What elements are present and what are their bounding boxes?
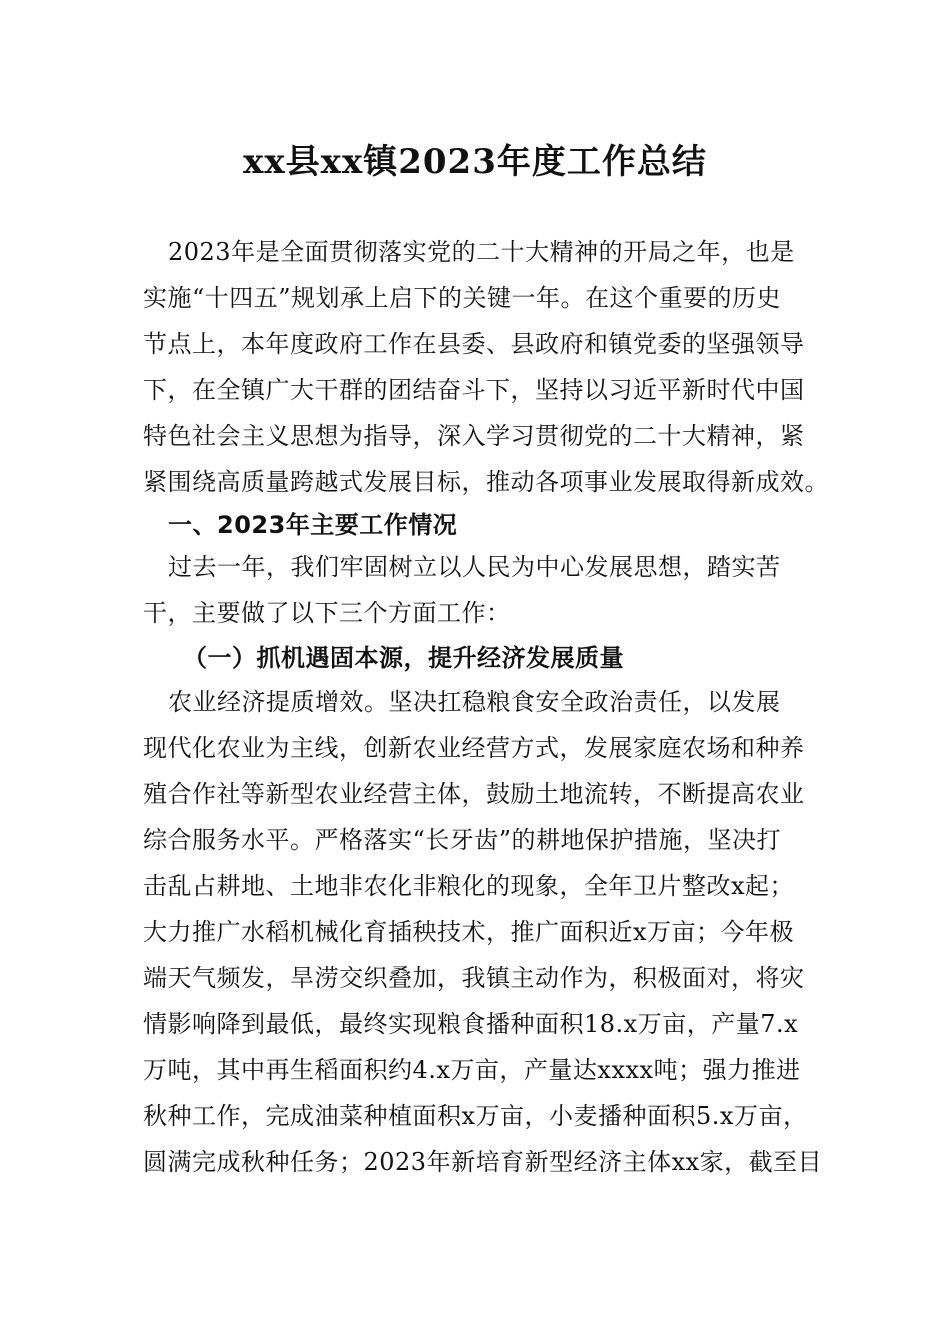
paragraph-line: 干，主要做了以下三个方面工作：	[143, 599, 511, 627]
paragraph-line: 过去一年，我们牢固树立以人民为中心发展思想，踏实苦	[168, 553, 781, 581]
paragraph-line: 殖合作社等新型农业经营主体，鼓励土地流转，不断提高农业	[143, 780, 805, 808]
paragraph-line: 2023年是全面贯彻落实党的二十大精神的开局之年，也是	[168, 238, 795, 266]
paragraph-line: 现代化农业为主线，创新农业经营方式，发展家庭农场和种养	[143, 734, 805, 762]
subsection-heading: （一）抓机遇固本源，提升经济发展质量	[183, 643, 624, 672]
section-heading: 一、2023年主要工作情况	[168, 511, 458, 539]
paragraph-line: 大力推广水稻机械化育插秧技术，推广面积近x万亩；今年极	[143, 918, 795, 946]
paragraph-line: 农业经济提质增效。坚决扛稳粮食安全政治责任，以发展	[168, 688, 781, 716]
paragraph-line: 下，在全镇广大干群的团结奋斗下，坚持以习近平新时代中国	[143, 376, 805, 404]
document-title: xx县xx镇2023年度工作总结	[243, 142, 707, 182]
paragraph-line: 实施“十四五”规划承上启下的关键一年。在这个重要的历史	[143, 284, 782, 312]
paragraph-line: 特色社会主义思想为指导，深入学习贯彻党的二十大精神，紧	[143, 422, 805, 450]
paragraph-line: 万吨，其中再生稻面积约4.x万亩，产量达xxxx吨；强力推进	[143, 1056, 801, 1084]
paragraph-line: 端天气频发，旱涝交织叠加，我镇主动作为，积极面对，将灾	[143, 964, 805, 992]
paragraph-line: 节点上，本年度政府工作在县委、县政府和镇党委的坚强领导	[143, 330, 805, 358]
paragraph-line: 紧围绕高质量跨越式发展目标，推动各项事业发展取得新成效。	[143, 468, 829, 496]
paragraph-line: 综合服务水平。严格落实“长牙齿”的耕地保护措施，坚决打	[143, 826, 782, 854]
paragraph-line: 击乱占耕地、土地非农化非粮化的现象，全年卫片整改x起；	[143, 872, 795, 900]
paragraph-line: 秋种工作，完成油菜种植面积x万亩，小麦播种面积5.x万亩，	[143, 1102, 808, 1130]
paragraph-line: 情影响降到最低，最终实现粮食播种面积18.x万亩，产量7.x	[143, 1010, 799, 1038]
paragraph-line: 圆满完成秋种任务；2023年新培育新型经济主体xx家，截至目	[143, 1148, 823, 1176]
